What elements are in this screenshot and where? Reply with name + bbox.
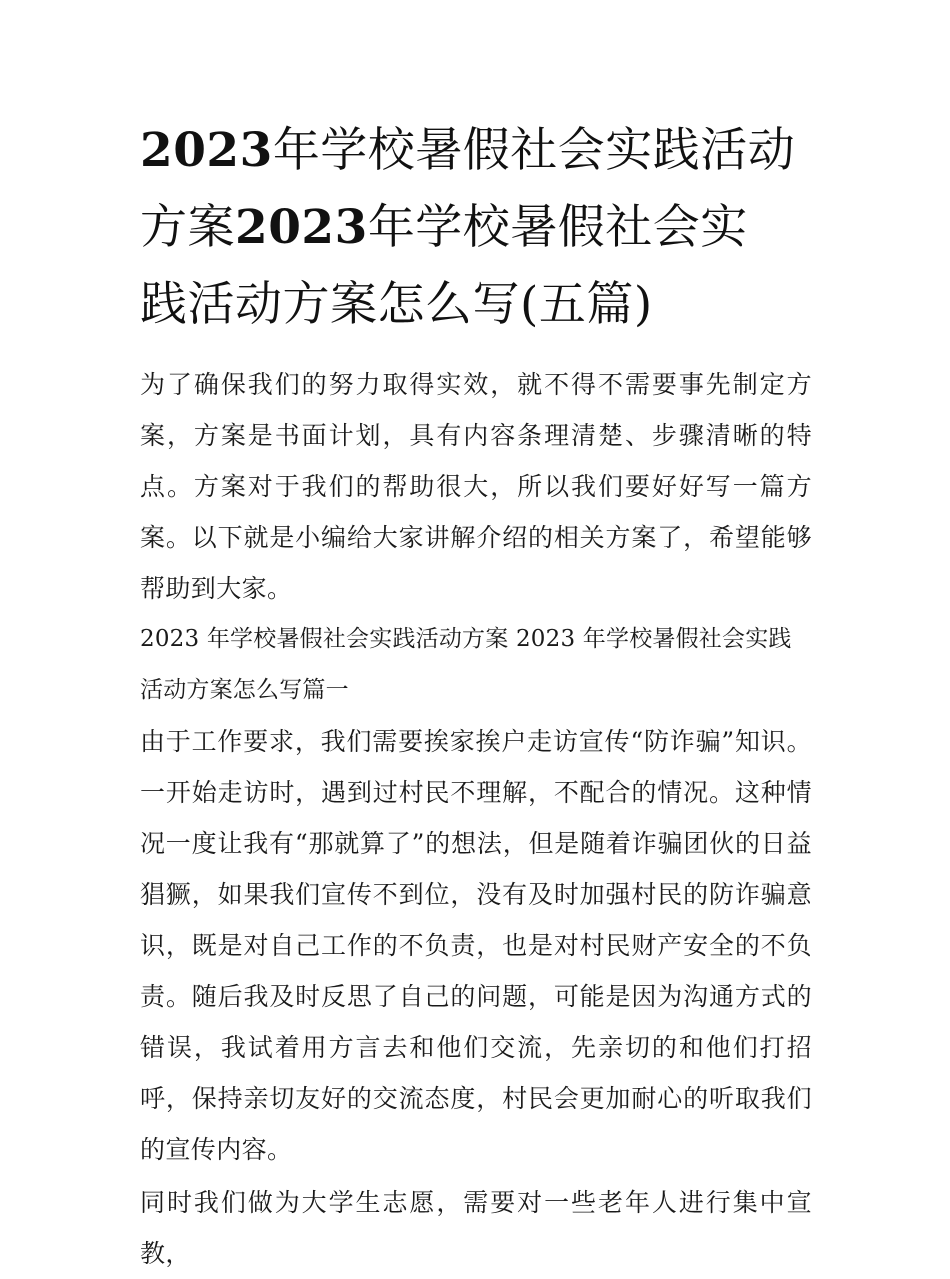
section-heading-1: 2023 年学校暑假社会实践活动方案 2023 年学校暑假社会实践活动方案怎么写篇一 <box>140 626 792 703</box>
body-paragraph-2: 同时我们做为大学生志愿，需要对一些老年人进行集中宣教， <box>140 1188 812 1268</box>
document-page <box>140 112 812 1279</box>
title-year-2: 2023 <box>235 200 368 255</box>
body-paragraph-1: 由于工作要求，我们需要挨家挨户走访宣传“防诈骗”知识。一开始走访时，遇到过村民不理解，不配合的情况。这种情况一度让我有“那就算了”的想法，但是随着诈骗团伙的日益猖獗，如果我们宣传不到位，没有及时加强村民的防诈骗意识，既是对自己工作的不负责，也是对村民财产安全的不负责。随后我及时反思了自己的问题，可能是因为沟通方式的错误，我试着用方言去和他们交流，先亲切的和他们打招呼，保持亲切友好的交流态度，村民会更加耐心的听取我们的宣传内容。 <box>140 727 812 1164</box>
title-text-1: 年学校暑假社会实践活动 <box>272 123 796 178</box>
title-line-1 <box>140 123 795 178</box>
title-line-3: 践活动方案怎么写(五篇) <box>140 277 653 332</box>
document-title <box>140 112 812 343</box>
title-text-2b: 年学校暑假社会实 <box>367 200 748 255</box>
title-year-1: 2023 <box>140 123 273 178</box>
intro-paragraph: 为了确保我们的努力取得实效，就不得不需要事先制定方案，方案是书面计划，具有内容条理清楚、步骤清晰的特点。方案对于我们的帮助很大，所以我们要好好写一篇方案。以下就是小编给大家讲解介绍的相关方案了，希望能够帮助到大家。 <box>140 370 812 603</box>
title-line-2 <box>140 200 748 255</box>
title-text-2a: 方案 <box>140 200 235 255</box>
